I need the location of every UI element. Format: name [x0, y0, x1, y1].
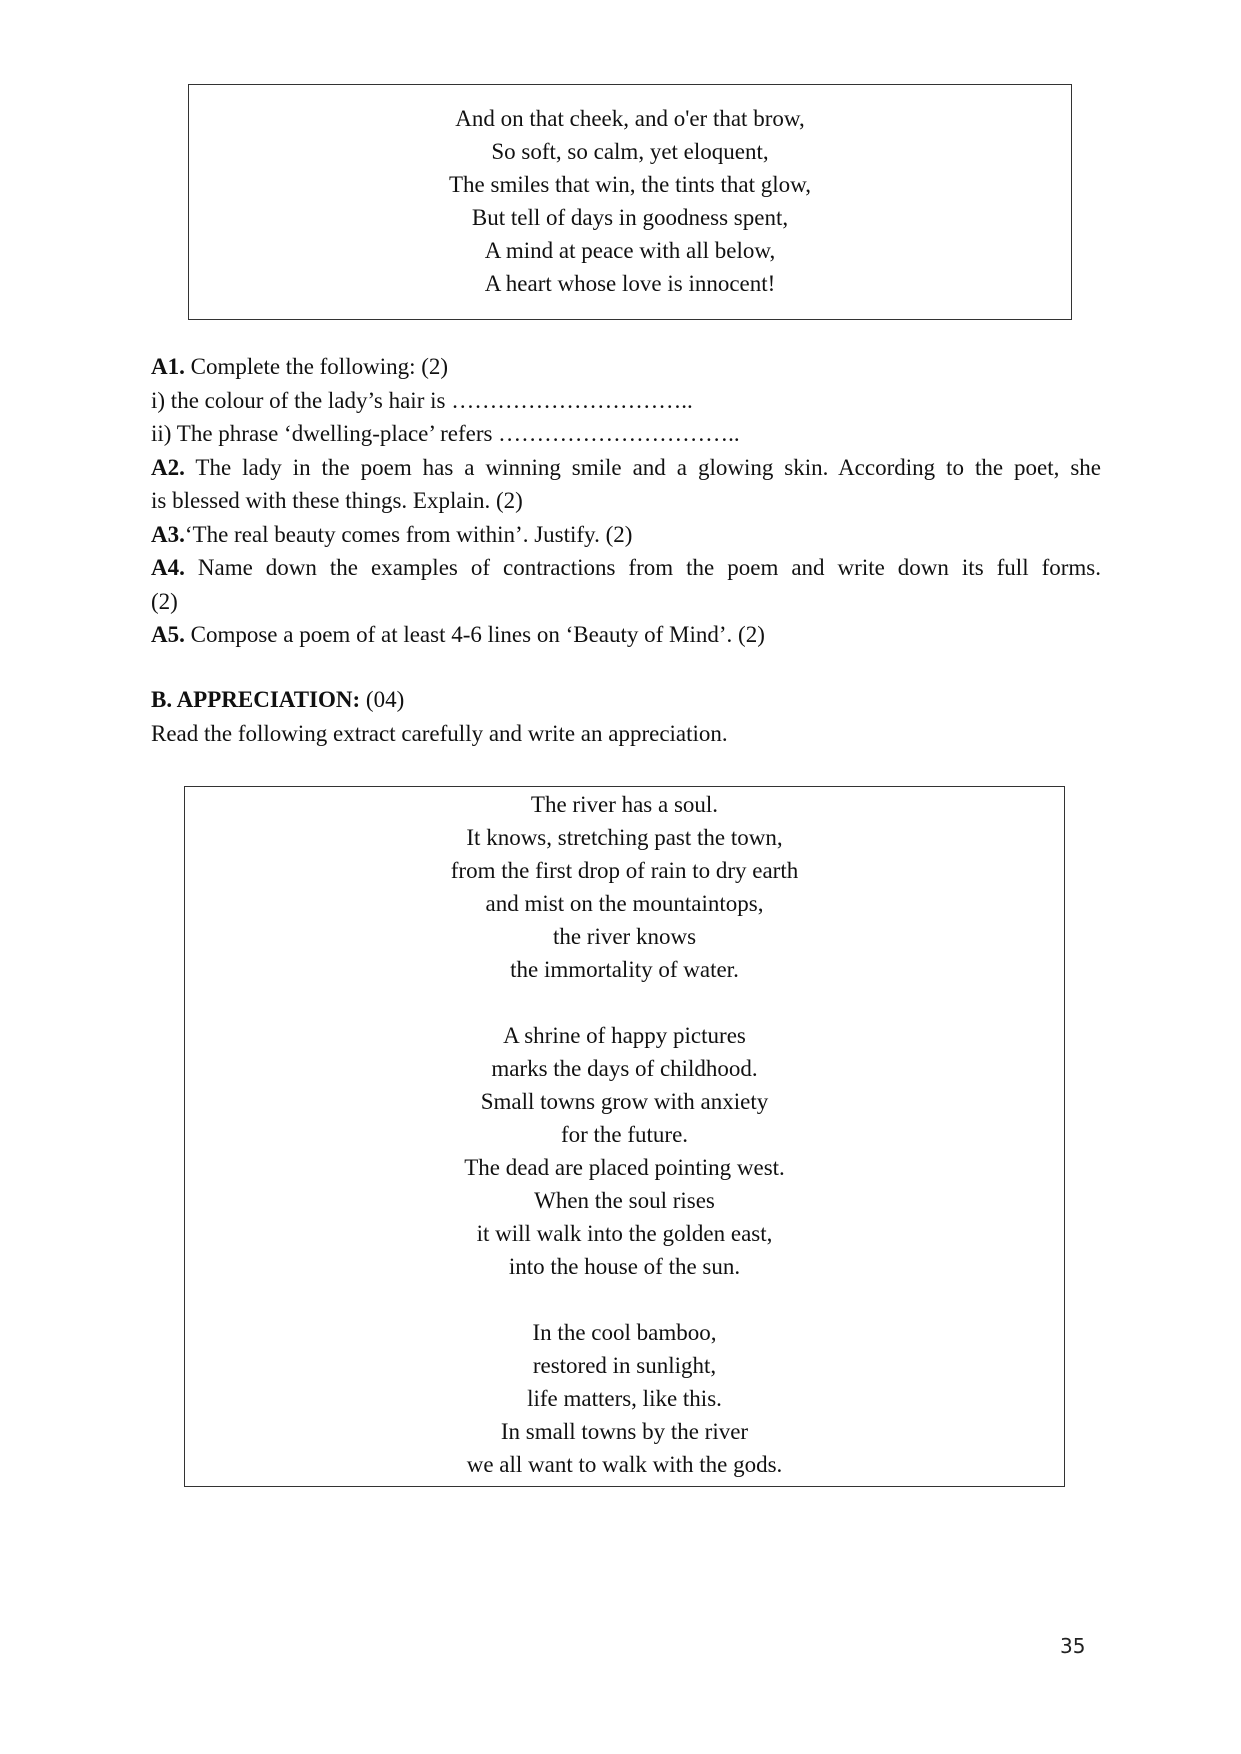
question-text: Name down the examples of contractions from the poem and write down its full forms.	[184, 555, 1101, 580]
poem-line: the river knows	[552, 924, 697, 949]
poem-line: the immortality of water.	[510, 957, 739, 982]
page-number: 35	[1060, 1634, 1086, 1658]
question-a4	[151, 551, 1101, 585]
poem-line: But tell of days in goodness spent,	[471, 205, 789, 230]
question-a2-continued: is blessed with these things. Explain. (2)	[151, 488, 523, 513]
poem-line: The river has a soul.	[530, 792, 719, 817]
poem-line: we all want to walk with the gods.	[466, 1452, 783, 1477]
poem-line: When the soul rises	[534, 1188, 715, 1213]
poem-line: In the cool bamboo,	[532, 1320, 717, 1345]
poem-line: it will walk into the golden east,	[476, 1221, 773, 1246]
question-a5	[151, 618, 1101, 652]
poem-line: from the first drop of rain to dry earth	[450, 858, 799, 883]
question-label: A3.	[151, 521, 185, 547]
question-text: Compose a poem of at least 4-6 lines on ‘Beauty of Mind’. (2)	[184, 622, 765, 647]
poem-line: The smiles that win, the tints that glow,	[449, 172, 811, 197]
poem-line: In small towns by the river	[500, 1419, 749, 1444]
poem-line: marks the days of childhood.	[491, 1056, 758, 1081]
poem-line: and mist on the mountaintops,	[485, 891, 764, 916]
poem-line: A shrine of happy pictures	[503, 1023, 746, 1048]
section-appreciation	[151, 683, 1101, 750]
question-a4-continued: (2)	[151, 588, 178, 614]
question-label: A4.	[151, 555, 185, 580]
poem-line: for the future.	[560, 1122, 689, 1147]
poem-line: restored in sunlight,	[532, 1353, 717, 1378]
question-label: A2.	[151, 454, 185, 480]
question-list	[151, 350, 1101, 652]
poem-line: The dead are placed pointing west.	[464, 1155, 785, 1180]
stanza-break	[185, 1283, 1064, 1316]
question-a1	[151, 350, 1101, 384]
question-a1-item-2: ii) The phrase ‘dwelling-place’ refers …………………………..	[151, 421, 740, 446]
question-text: Complete the following: (2)	[184, 354, 449, 379]
poem-extract-box	[188, 84, 1072, 320]
poem-line: Small towns grow with anxiety	[480, 1089, 769, 1114]
section-title: B. APPRECIATION:	[151, 687, 361, 712]
stanza-break	[185, 986, 1064, 1019]
question-a3	[151, 518, 1101, 552]
question-text: ‘The real beauty comes from within’. Justify. (2)	[184, 521, 633, 547]
section-heading	[151, 683, 1101, 717]
question-label: A1.	[151, 354, 185, 379]
poem-line: And on that cheek, and o'er that brow,	[455, 106, 805, 131]
poem-line: It knows, stretching past the town,	[466, 825, 783, 850]
question-text: The lady in the poem has a winning smile and a glowing skin. According to the poet, she	[184, 454, 1101, 480]
question-a2	[151, 451, 1101, 485]
poem-line: A heart whose love is innocent!	[484, 271, 776, 296]
poem-line: A mind at peace with all below,	[484, 238, 776, 263]
poem-line: So soft, so calm, yet eloquent,	[491, 139, 769, 164]
poem-line: life matters, like this.	[527, 1386, 722, 1411]
appreciation-extract-box	[184, 786, 1065, 1487]
section-marks: (04)	[360, 687, 405, 712]
question-a1-item-1: i) the colour of the lady’s hair is …………………………..	[151, 387, 693, 413]
poem-line: into the house of the sun.	[508, 1254, 741, 1279]
question-label: A5.	[151, 622, 185, 647]
section-instruction: Read the following extract carefully and write an appreciation.	[151, 720, 728, 746]
